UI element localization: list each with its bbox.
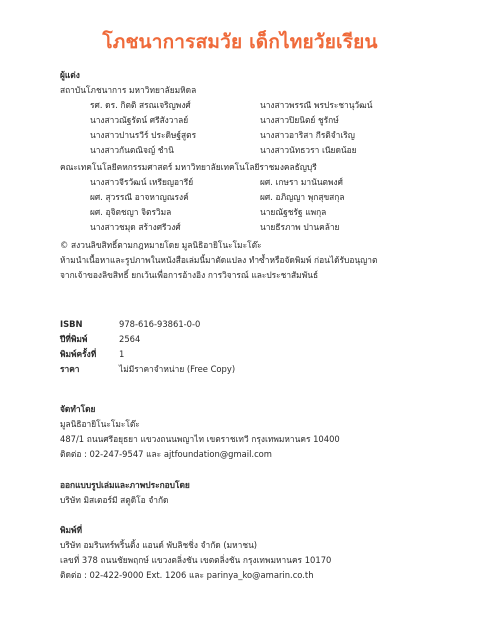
author-name: ผศ. อุจิตชญา จิตรวิมล <box>90 207 172 217</box>
authors-group-1 <box>60 98 460 158</box>
producer-line: 487/1 ถนนศรีอยุธยา แขวงถนนพญาไท เขตราชเทวี กรุงเทพมหานคร 10400 <box>60 434 340 444</box>
producer-section <box>60 402 460 462</box>
author-name: นางสาวชมุด สร้างศรีวงศ์ <box>90 222 181 232</box>
author-row <box>60 128 460 143</box>
authors-section <box>60 68 460 158</box>
author-name: นางสาวพรรณี พรประชานุวัฒน์ <box>260 100 373 110</box>
info-row-year <box>60 332 460 347</box>
info-row-price <box>60 362 460 377</box>
author-row <box>60 190 460 205</box>
info-value: 2564 <box>119 334 141 344</box>
info-key: ปีที่พิมพ์ <box>60 334 88 344</box>
author-name: นางสาวจีรวัฒน์ เหรียญอารีย์ <box>90 177 194 187</box>
design-heading: ออกแบบรูปเล่มและภาพประกอบโดย <box>60 480 190 490</box>
printer-line: ติดต่อ : 02-422-9000 Ext. 1206 และ parinya_ko@amarin.co.th <box>60 570 314 580</box>
author-name: รศ. ดร. กิตติ สรณเจริญพงศ์ <box>90 100 191 110</box>
author-row <box>60 143 460 158</box>
info-key: พิมพ์ครั้งที่ <box>60 349 97 359</box>
author-name: นางสาวอาริสา กีรติจำเริญ <box>260 130 355 140</box>
org-mahidol: สถาบันโภชนาการ มหาวิทยาลัยมหิดล <box>60 85 197 95</box>
author-name: นางสาวนัทธวรา เนียดน้อย <box>260 145 357 155</box>
info-value: 978-616-93861-0-0 <box>119 319 201 329</box>
author-row <box>60 98 460 113</box>
author-name: ผศ. อภิญญา พุกสุขสกุล <box>260 192 345 202</box>
printer-line: บริษัท อมรินทร์พริ้นติ้ง แอนด์ พับลิชชิ่ง จำกัด (มหาชน) <box>60 540 258 550</box>
producer-heading: จัดทำโดย <box>60 404 96 414</box>
author-row <box>60 113 460 128</box>
org-rmutt: คณะเทคโนโลยีคหกรรมศาสตร์ มหาวิทยาลัยเทคโนโลยีราชมงคลธัญบุรี <box>60 162 317 172</box>
info-row-isbn <box>60 317 460 332</box>
producer-line: มูลนิธิอายิโนะโมะโต๊ะ <box>60 419 140 429</box>
copyright-line: ห้ามนำเนื้อหาและรูปภาพในหนังสือเล่มนี้มาตัดแปลง ทำซ้ำหรือจัดพิมพ์ ก่อนได้รับอนุญาต <box>60 255 378 265</box>
info-value: 1 <box>119 349 125 359</box>
author-name: นางสาวกันตณิจญ์ ชำนิ <box>90 145 174 155</box>
producer-line: ติดต่อ : 02-247-9547 และ ajtfoundation@gmail.com <box>60 449 272 459</box>
author-name: นายณัฐชรัฐ แพกุล <box>260 207 327 217</box>
publication-info <box>60 317 460 377</box>
info-row-edition <box>60 347 460 362</box>
printer-line: เลขที่ 378 ถนนชัยพฤกษ์ แขวงตลิ่งชัน เขตตลิ่งชัน กรุงเทพมหานคร 10170 <box>60 555 332 565</box>
info-key: ราคา <box>60 364 80 374</box>
printer-heading: พิมพ์ที่ <box>60 525 83 535</box>
author-row <box>60 220 460 235</box>
author-row <box>60 175 460 190</box>
author-name: นางสาวปิยนิตย์ ชูรักษ์ <box>260 115 339 125</box>
info-key: ISBN <box>60 319 83 329</box>
copyright-line: จากเจ้าของลิขสิทธิ์ ยกเว้นเพื่อการอ้างอิง การวิจารณ์ และประชาสัมพันธ์ <box>60 270 319 280</box>
authors-section-2 <box>60 160 460 235</box>
authors-group-2 <box>60 175 460 235</box>
author-name: นางสาวปานรวีร์ ประดิษฐ์สูตร <box>90 130 197 140</box>
author-name: นางสาวณัฐรัตน์ ศรีสังวาลย์ <box>90 115 189 125</box>
author-row <box>60 205 460 220</box>
book-title: โภชนาการสมวัย เด็กไทยวัยเรียน <box>102 31 378 53</box>
author-name: ผศ. เกษรา มานันตพงศ์ <box>260 177 343 187</box>
design-line: บริษัท มิสเตอร์มี สตูดิโอ จำกัด <box>60 495 169 505</box>
author-name: ผศ. สุวรรณี อาจหาญณรงค์ <box>90 192 189 202</box>
copyright-line: © สงวนลิขสิทธิ์ตามกฎหมายโดย มูลนิธิอายิโนะโมะโต๊ะ <box>60 240 262 250</box>
info-value: ไม่มีราคาจำหน่าย (Free Copy) <box>119 364 236 374</box>
design-section <box>60 478 460 508</box>
copyright-section <box>60 238 460 283</box>
author-name: นายธีรภาพ ปานคล้าย <box>260 222 340 232</box>
printer-section <box>60 523 460 583</box>
authors-heading: ผู้แต่ง <box>60 70 80 80</box>
